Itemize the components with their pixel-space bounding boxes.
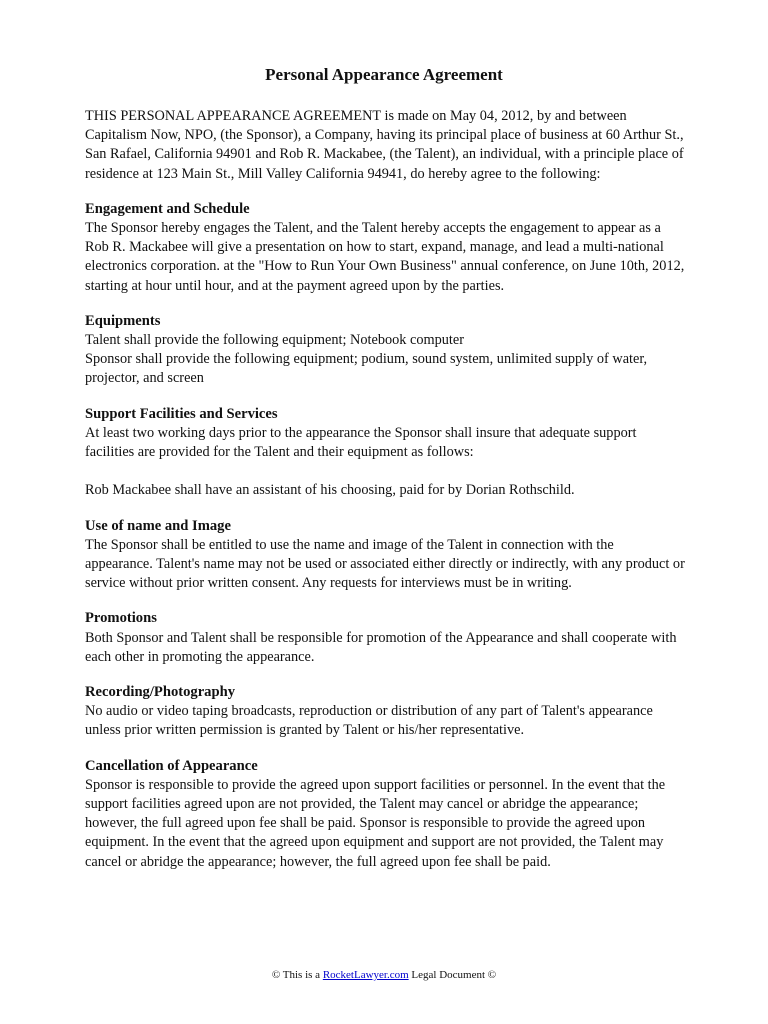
section-support-facilities [85,405,685,501]
section-cancellation-of-appearance [85,757,685,872]
section-heading: Cancellation of Appearance [85,757,258,774]
section-paragraph: Rob Mackabee shall have an assistant of his choosing, paid for by Dorian Rothschild. [85,482,575,499]
section-heading: Recording/Photography [85,684,235,701]
section-paragraph: The Sponsor shall be entitled to use the name and image of the Talent in connection with the appearance. Talent's name may not be used or associated either directly or indirectly, with any product or service without prior written consent. Any requests for interviews must be in writing. [85,536,685,592]
section-heading: Use of name and Image [85,517,231,534]
section-paragraph: Both Sponsor and Talent shall be responsible for promotion of the Appearance and shall cooperate with each other in promoting the appearance. [85,629,677,665]
section-heading: Engagement and Schedule [85,200,250,217]
document-body [85,107,685,872]
section-engagement-and-schedule [85,200,685,296]
section-paragraph: Sponsor shall provide the following equipment; podium, sound system, unlimited supply of water, projector, and screen [85,351,648,387]
footer-prefix: © This is a [271,969,323,981]
section-heading: Promotions [85,610,157,627]
section-promotions [85,609,685,667]
section-recording-photography [85,683,685,741]
section-paragraph: Sponsor is responsible to provide the agreed upon support facilities or personnel. In the event that the support facilities agreed upon are not provided, the Talent may cancel or abridge the appearance; however, the full agreed upon fee shall be paid. Sponsor is responsible to provide the agreed upon equipment. In the event that the agreed upon equipment and support are not provided, the Talent may cancel or abridge the appearance; however, the full agreed upon fee shall be paid. [85,776,666,870]
rocketlawyer-link[interactable]: RocketLawyer.com [322,969,409,981]
document-title: Personal Appearance Agreement [265,65,503,84]
section-heading: Support Facilities and Services [85,405,278,422]
section-heading: Equipments [85,312,161,329]
section-paragraph: No audio or video taping broadcasts, reproduction or distribution of any part of Talent's appearance unless prior written permission is granted by Talent or his/her representative. [85,703,653,739]
section-use-of-name-and-image [85,517,685,594]
section-equipments [85,312,685,389]
section-paragraph: The Sponsor hereby engages the Talent, and the Talent hereby accepts the engagement to appear as a Rob R. Mackabee will give a presentation on how to start, expand, manage, and lead a multi-national electronics corporation. at the "How to Run Your Own Business" annual conference, on June 10th, 2012, starting at hour until hour, and at the payment agreed upon by the parties. [85,220,685,294]
footer-suffix: Legal Document © [408,969,497,981]
document-footer [0,968,768,982]
intro-paragraph: THIS PERSONAL APPEARANCE AGREEMENT is made on May 04, 2012, by and between Capitalism Now, NPO, (the Sponsor), a Company, having its principal place of business at 60 Arthur St., San Rafael, California 94901 and Rob R. Mackabee, (the Talent), an individual, with a principle place of residence at 123 Main St., Mill Valley California 94941, do hereby agree to the following: [85,108,684,182]
section-paragraph: Talent shall provide the following equipment; Notebook computer [85,332,464,349]
section-paragraph: At least two working days prior to the appearance the Sponsor shall insure that adequate support facilities are provided for the Talent and their equipment as follows: [85,424,637,461]
